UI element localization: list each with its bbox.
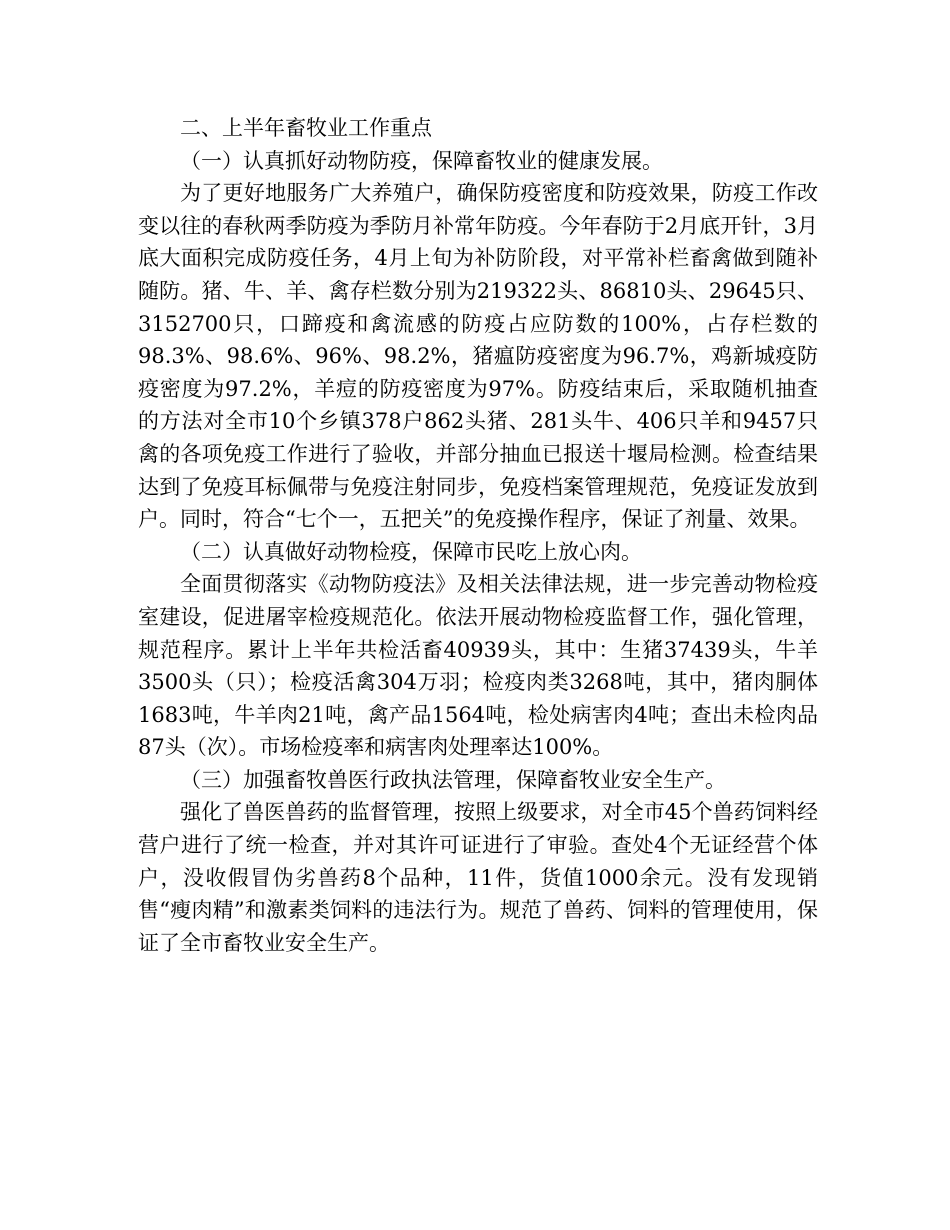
document-body [138, 112, 818, 959]
section-title: 二、上半年畜牧业工作重点 [180, 116, 432, 140]
subsection-heading-3: （三）加强畜牧兽医行政执法管理，保障畜牧业安全生产。 [180, 767, 726, 792]
paragraph-quarantine: 全面贯彻落实《动物防疫法》及相关法律法规，进一步完善动物检疫室建设，促进屠宰检疫规范化。依法开展动物检疫监督工作，强化管理，规范程序。累计上半年共检活畜40939头，其中：生猪37439头，牛羊3500头（只）；检疫活禽304万羽；检疫肉类3268吨，其中，猪肉胴体1683吨，牛羊肉21吨，禽产品1564吨，检处病害肉4吨；查出未检肉品87头（次）。市场检疫率和病害肉处理率达100%。 [138, 572, 818, 760]
paragraph-epidemic-prevention: 为了更好地服务广大养殖户，确保防疫密度和防疫效果，防疫工作改变以往的春秋两季防疫为季防月补常年防疫。今年春防于2月底开针，3月底大面积完成防疫任务，4月上旬为补防阶段，对平常补栏畜禽做到随补随防。猪、牛、羊、禽存栏数分别为219322头、86810头、29645只、3152700只，口蹄疫和禽流感的防疫占应防数的100%，占存栏数的98.3%、98.6%、96%、98.2%，猪瘟防疫密度为96.7%，鸡新城疫防疫密度为97.2%，羊痘的防疫密度为97%。防疫结束后，采取随机抽查的方法对全市10个乡镇378户862头猪、281头牛、406只羊和9457只禽的各项免疫工作进行了验收，并部分抽血已报送十堰局检测。检查结果达到了免疫耳标佩带与免疫注射同步，免疫档案管理规范，免疫证发放到户。同时，符合“七个一，五把关”的免疫操作程序，保证了剂量、效果。 [138, 181, 818, 532]
subsection-heading-1: （一）认真抓好动物防疫，保障畜牧业的健康发展。 [180, 148, 663, 173]
paragraph-law-enforcement: 强化了兽医兽药的监督管理，按照上级要求，对全市45个兽药饲料经营户进行了统一检查，并对其许可证进行了审验。查处4个无证经营个体户，没收假冒伪劣兽药8个品种，11件，货值1000余元。没有发现销售“瘦肉精”和激素类饲料的违法行为。规范了兽药、饲料的管理使用，保证了全市畜牧业安全生产。 [138, 800, 818, 955]
subsection-heading-2: （二）认真做好动物检疫，保障市民吃上放心肉。 [180, 539, 642, 564]
